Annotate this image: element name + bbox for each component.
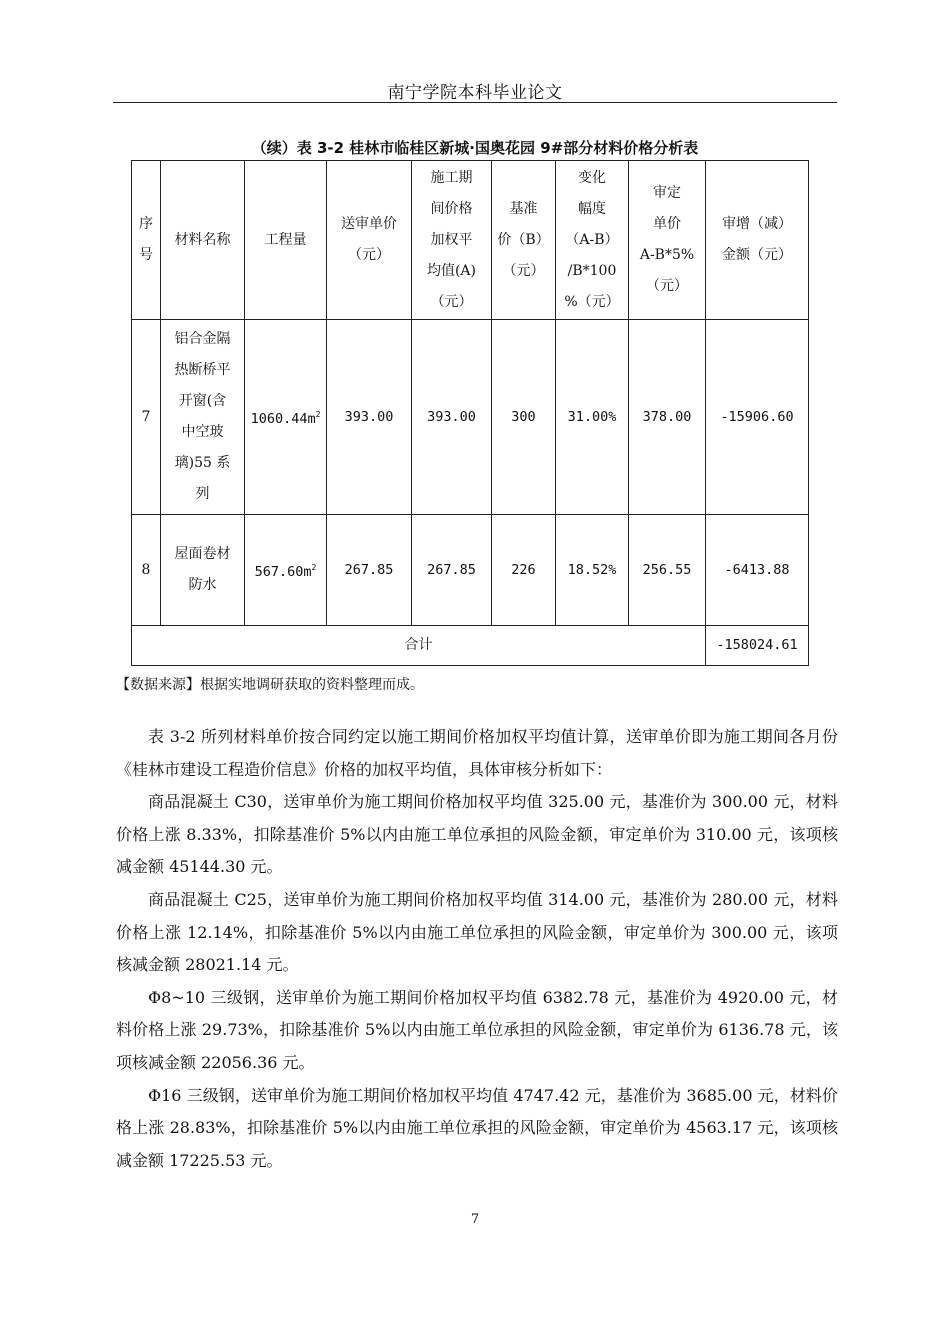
cell-approved: 256.55 [629, 515, 706, 626]
header-submitted: 送审单价 （元） [327, 161, 412, 320]
header-name: 材料名称 [161, 161, 245, 320]
cell-weighted: 267.85 [412, 515, 492, 626]
cell-change: 18.52% [556, 515, 629, 626]
material-price-table [131, 160, 809, 666]
cell-submitted: 393.00 [327, 320, 412, 515]
total-label: 合计 [132, 626, 706, 666]
table-row [132, 320, 809, 515]
table-row [132, 515, 809, 626]
cell-change: 31.00% [556, 320, 629, 515]
cell-name: 铝合金隔 热断桥平 开窗(含 中空玻 璃)55 系 列 [161, 320, 245, 515]
paragraph: Φ16 三级钢，送审单价为施工期间价格加权平均值 4747.42 元，基准价为 3685.00 元，材料价格上涨 28.83%，扣除基准价 5%以内由施工单位承担的风险金额，审定单价为 4563.17 元，该项核减金额 17225.53 元。 [116, 1085, 838, 1170]
page-header-title: 南宁学院本科毕业论文 [387, 83, 563, 103]
paragraph: 表 3-2 所列材料单价按合同约定以施工期间价格加权平均值计算，送审单价即为施工期间各月份《桂林市建设工程造价信息》价格的加权平均值，具体审核分析如下： [116, 727, 838, 779]
cell-base: 300 [492, 320, 556, 515]
body-text [116, 721, 838, 1177]
cell-diff: -6413.88 [706, 515, 809, 626]
header-seq: 序 号 [132, 161, 161, 320]
table-header-row [132, 161, 809, 320]
cell-name: 屋面卷材 防水 [161, 515, 245, 626]
cell-diff: -15906.60 [706, 320, 809, 515]
cell-seq: 8 [132, 515, 161, 626]
cell-seq: 7 [132, 320, 161, 515]
header-qty: 工程量 [245, 161, 327, 320]
table-caption: （续）表 3-2 桂林市临桂区新城·国奥花园 9#部分材料价格分析表 [251, 139, 699, 157]
paragraph: 商品混凝土 C25，送审单价为施工期间价格加权平均值 314.00 元，基准价为 280.00 元，材料价格上涨 12.14%，扣除基准价 5%以内由施工单位承担的风险金额，审定单价为 300.00 元，该项核减金额 28021.14 元。 [116, 889, 838, 975]
cell-qty: $1060.44m^2$ [245, 320, 327, 515]
cell-submitted: 267.85 [327, 515, 412, 626]
cell-base: 226 [492, 515, 556, 626]
header-divider [113, 102, 837, 103]
paragraph: 商品混凝土 C30，送审单价为施工期间价格加权平均值 325.00 元，基准价为 300.00 元，材料价格上涨 8.33%，扣除基准价 5%以内由施工单位承担的风险金额，审定单价为 310.00 元，该项核减金额 45144.30 元。 [116, 792, 838, 877]
table-total-row [132, 626, 809, 666]
header-base: 基准 价（B） （元） [492, 161, 556, 320]
page-number: 7 [470, 1212, 480, 1227]
header-weighted: 施工期 间价格 加权平 均值(A) （元） [412, 161, 492, 320]
header-approved: 审定 单价 A-B*5% （元） [629, 161, 706, 320]
header-diff: 审增（减） 金额（元） [706, 161, 809, 320]
total-value: -158024.61 [706, 626, 809, 666]
paragraph: Φ8~10 三级钢，送审单价为施工期间价格加权平均值 6382.78 元，基准价为 4920.00 元，材料价格上涨 29.73%，扣除基准价 5%以内由施工单位承担的风险金额，审定单价为 6136.78 元，该项核减金额 22056.36 元。 [116, 987, 838, 1072]
cell-approved: 378.00 [629, 320, 706, 515]
header-change: 变化 幅度 （A-B） /B*100 %（元） [556, 161, 629, 320]
cell-weighted: 393.00 [412, 320, 492, 515]
cell-qty: $567.60m^2$ [245, 515, 327, 626]
data-source-note: 【数据来源】根据实地调研获取的资料整理而成。 [116, 677, 424, 693]
